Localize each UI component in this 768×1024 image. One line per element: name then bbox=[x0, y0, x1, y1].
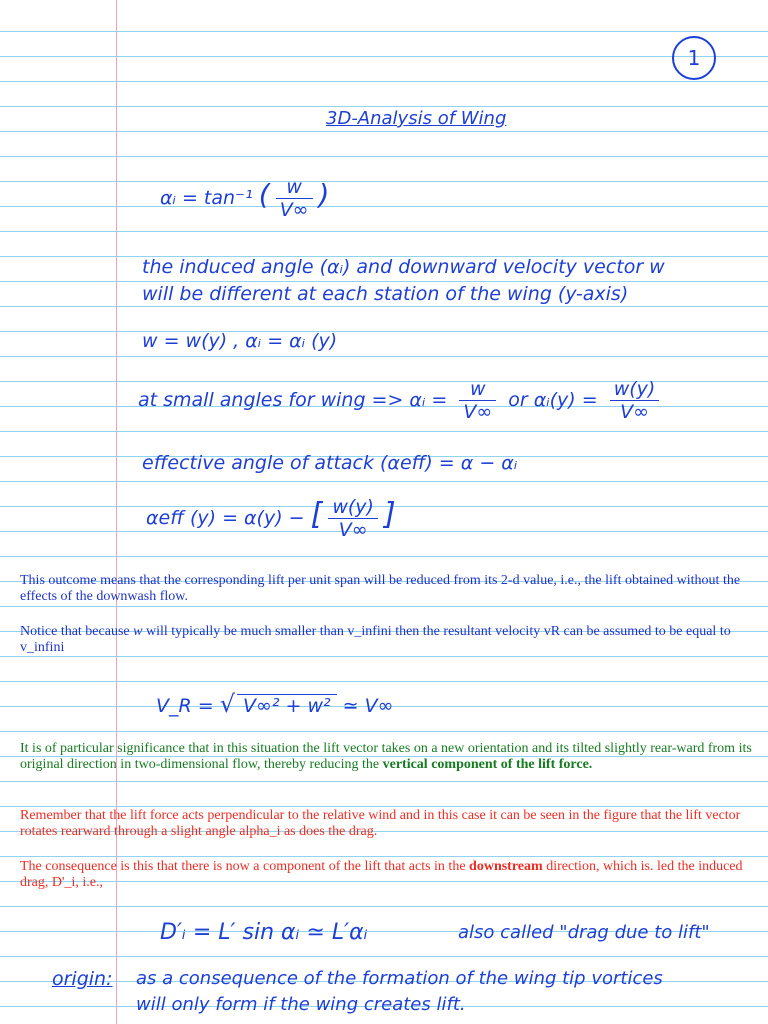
small-num-1: w bbox=[459, 378, 496, 401]
eq1-denominator: V∞ bbox=[279, 199, 309, 221]
eff-eq-num: w(y) bbox=[328, 496, 378, 519]
page-title: 3D-Analysis of Wing bbox=[326, 108, 507, 129]
eff-eq-fraction bbox=[328, 496, 378, 541]
paragraph-significance bbox=[20, 741, 755, 773]
vr-rhs: ≃ V∞ bbox=[342, 695, 394, 717]
small-fraction-2 bbox=[610, 378, 660, 423]
eq1-fraction bbox=[276, 176, 313, 221]
hw-line-2: will be different at each station of the wing (y-axis) bbox=[142, 283, 629, 305]
paragraph-remember: Remember that the lift force acts perpendicular to the relative wind and in this case it can be seen in the figure that the lift vector rotates rearward through a slight angle alpha_i as does the drag. bbox=[20, 808, 741, 839]
effective-angle-line: effective angle of attack (αeff) = α − αᵢ bbox=[142, 452, 518, 474]
small-angles-equation bbox=[138, 378, 665, 423]
page-number-circle: 1 bbox=[672, 36, 716, 80]
or-text: or αᵢ(y) = bbox=[508, 389, 598, 411]
small-den-1: V∞ bbox=[463, 401, 493, 423]
small-angles-text: at small angles for wing => αᵢ = bbox=[138, 389, 448, 411]
resultant-velocity-equation: V_R = √ V∞² + w² ≃ V∞ bbox=[156, 690, 394, 718]
notice-text-1: Notice that because bbox=[20, 624, 134, 639]
paragraph-consequence bbox=[20, 859, 755, 891]
consequence-text-2: direction, which is. led the induced drag, D'_i, i.e., bbox=[20, 859, 743, 890]
consequence-bold: downstream bbox=[469, 859, 543, 874]
paragraph-notice bbox=[20, 624, 755, 656]
small-num-2: w(y) bbox=[610, 378, 660, 401]
notice-w: w bbox=[133, 624, 143, 639]
induced-drag-equation: D′ᵢ = L′ sin αᵢ ≃ L′αᵢ bbox=[160, 920, 368, 945]
small-fraction-1 bbox=[459, 378, 496, 423]
vr-lhs: V_R = bbox=[156, 695, 214, 717]
hw-line-1: the induced angle (αᵢ) and downward velocity vector w bbox=[142, 256, 665, 278]
consequence-text-1: The consequence is this that there is now a component of the lift that acts in the bbox=[20, 859, 470, 874]
significance-bold: vertical component of the lift force. bbox=[382, 757, 593, 772]
effective-angle-equation: αeff (y) = α(y) − [ $\frac{w(y)}{V\infty}$ ] bbox=[146, 496, 396, 541]
hw-line-3: w = w(y) , αᵢ = αᵢ (y) bbox=[142, 330, 338, 352]
notice-text-2: will typically be much smaller than v_infini then the resultant velocity vR can be assumed to be equal to v_infini bbox=[20, 624, 731, 655]
induced-angle-equation: αᵢ = tan⁻¹ ( $\frac{w}{V\infty}$ ) bbox=[160, 176, 330, 221]
eq1-lhs: αᵢ = tan⁻¹ bbox=[160, 187, 253, 209]
eq1-numerator: w bbox=[276, 176, 313, 199]
origin-line-1: as a consequence of the formation of the wing tip vortices bbox=[136, 968, 663, 989]
origin-label: origin: bbox=[52, 968, 113, 990]
drag-due-to-lift-note: also called "drag due to lift" bbox=[458, 922, 710, 943]
vr-sqrt: V∞² + w² bbox=[237, 694, 337, 717]
significance-text: It is of particular significance that in this situation the lift vector takes on a new orientation and its tilted slightly rear-ward from its original direction in two-dimensional flow, thereby reducing the bbox=[20, 741, 752, 772]
eff-eq-den: V∞ bbox=[338, 519, 368, 541]
eff-eq-lhs: αeff (y) = α(y) − bbox=[146, 507, 305, 529]
small-den-2: V∞ bbox=[620, 401, 649, 423]
paragraph-outcome: This outcome means that the corresponding lift per unit span will be reduced from its 2-d value, i.e., the lift obtained without the effects of the downwash flow. bbox=[20, 573, 741, 604]
origin-line-2: will only form if the wing creates lift. bbox=[136, 994, 466, 1015]
